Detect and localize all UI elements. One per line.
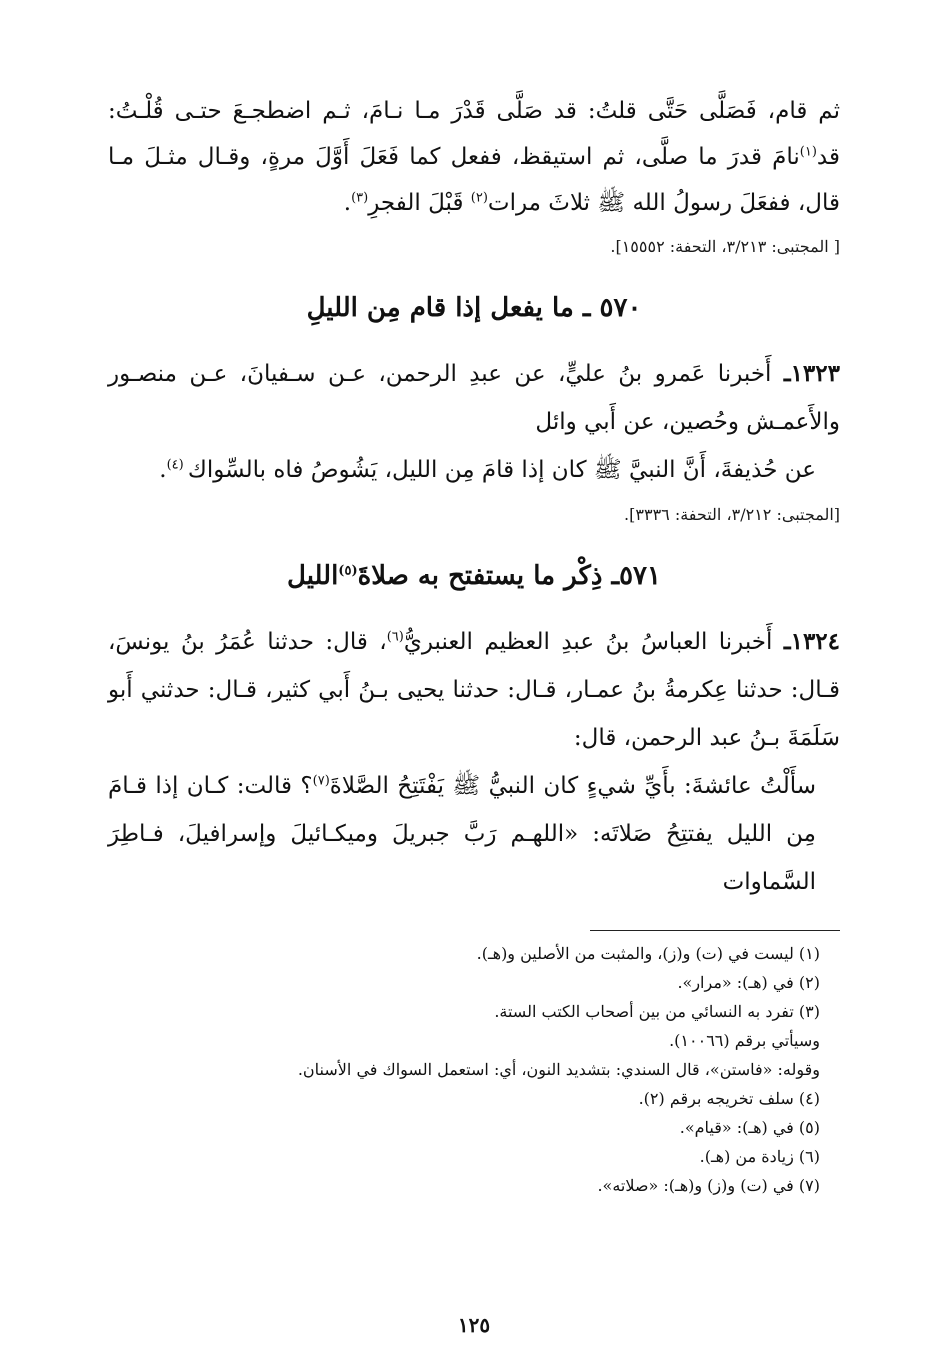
chapter-text: ٥٧١ـ ذِكْر ما يستفتح به صلاةَ <box>357 561 661 591</box>
text-segment: قَبْلَ الفجرِ <box>368 190 471 216</box>
book-page <box>108 88 840 1323</box>
footnote-marker-6: (٦) <box>386 629 404 645</box>
footnote: (٥) في (هـ): «قيام». <box>679 1118 820 1137</box>
footnote: (٦) زيادة من (هـ). <box>699 1147 820 1166</box>
matn-text: عن حُذيفةَ، أَنَّ النبيَّ ﷺ كان إذا قامَ مِن الليل، يَشُوصُ فاه بالسِّواك <box>187 457 816 483</box>
footnote: (٤) سلف تخريجه برقم (٢). <box>638 1089 820 1108</box>
hadith-1323-isnad <box>108 350 840 446</box>
isnad-text: أَخبرنا عَمرو بنُ عليٍّ، عن عبدِ الرحمن، عـن سـفيانَ، عـن منصـور والأَعمـش وحُصين، عن أَبي وائل <box>108 361 840 435</box>
footnote-marker-3: (٣) <box>351 190 369 206</box>
footnote-marker-5: (٥) <box>338 563 358 579</box>
text-segment: ثم قام، فَصَلَّى حَتَّى قلتُ: قد صَلَّى قَدْرَ مـا نـامَ، ثـم اضطجـعَ حتـى قُلْـتُ: قد <box>108 98 840 170</box>
isnad-text: ، قال: حدثنا عُمَرُ بنُ يونسَ، قـال: حدثنا عِكرمةُ بنُ عمـار، قـال: حدثنا يحيى بـنُ أَبي كثير، قـال: حدثني أَبو سَلَمَةَ بـنُ عبد الرحمن، قال: <box>108 629 840 751</box>
reference-line: [المجتبى: ٣/٢١٢، التحفة: ٣٣٣٦]. <box>624 505 840 524</box>
chapter-text: الليل <box>287 561 339 591</box>
footnote: وسيأتي برقم (١٠٠٦٦). <box>669 1031 820 1050</box>
text-segment: . <box>159 457 167 483</box>
hadith-number: ١٣٢٣ـ <box>783 360 840 387</box>
footnote-marker-1: (١) <box>799 144 817 160</box>
footnote-marker-4: (٤) <box>166 457 188 473</box>
text-segment: نامَ قدرَ ما صلَّى، ثم استيقظ، ففعل كما فَعَلَ أَوَّلَ مرةٍ، وقـال مثـلَ مـا قال، ففعَلَ رسولُ الله ﷺ ثلاثَ مرات <box>108 144 840 216</box>
footnote: وقوله: «فاستن»، قال السندي: بتشديد النون، أي: استعمل السواك في الأسنان. <box>297 1060 820 1079</box>
continued-hadith-text <box>108 88 840 226</box>
hadith-1324-isnad <box>108 618 840 762</box>
footnote: (٧) في (ت) و(ز) و(هـ): «صلاته». <box>597 1176 820 1195</box>
text-segment: . <box>343 190 352 216</box>
footnote: (٣) تفرد به النسائي من بين أصحاب الكتب الستة. <box>494 1002 820 1021</box>
matn-text: سأَلْتُ عائشةَ: بأَيِّ شيءٍ كان النبيُّ ﷺ يَفْتَتِحُ الصَّلاةَ <box>329 773 816 799</box>
footnote-marker-2: (٢) <box>470 190 488 206</box>
chapter-heading-571 <box>108 556 840 596</box>
reference-line: [ المجتبى: ٣/٢١٣، التحفة: ١٥٥٥٢]. <box>610 237 840 256</box>
footnote-divider <box>590 930 840 931</box>
footnote: (٢) في (هـ): «مرار». <box>677 973 820 992</box>
chapter-heading-570: ٥٧٠ ـ ما يفعل إذا قام مِن الليلِ <box>306 293 642 323</box>
hadith-1324-matn <box>108 762 840 906</box>
matn-text: ؟ قالت: كـان إذا قـامَ مِن الليل يفتتِحُ صَلاتَه: «اللهـم رَبَّ جبريلَ وميكـائيلَ وإسرافيلَ، فـاطِرَ السَّماوات <box>108 773 816 895</box>
footnote-marker-7: (٧) <box>312 773 330 789</box>
hadith-1323-matn <box>108 446 840 494</box>
hadith-number: ١٣٢٤ـ <box>783 628 841 655</box>
footnotes-section <box>108 930 840 1200</box>
footnote: (١) ليست في (ت) و(ز)، والمثبت من الأصلين و(هـ). <box>476 944 820 963</box>
isnad-text: أَخبرنا العباسُ بنُ عبدِ العظيم العنبريُّ <box>403 629 784 655</box>
page-number: ١٢٥ <box>457 1313 491 1337</box>
